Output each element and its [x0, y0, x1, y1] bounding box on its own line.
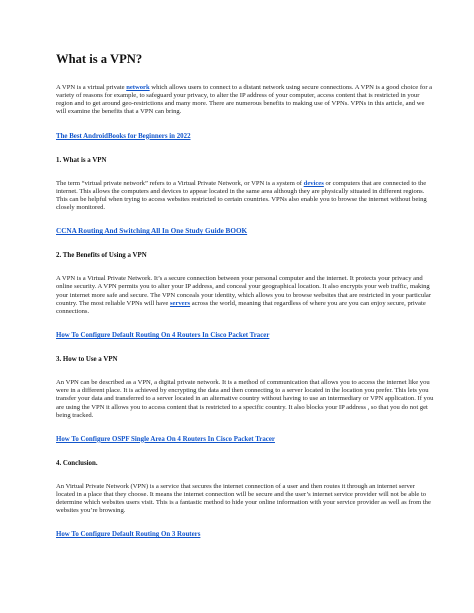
section-heading-how-to-use: 3. How to Use a VPN	[56, 356, 118, 364]
s1-text-after: or computers that are connected to the internet. This allows the computers and devices to appear located in the same area although they are physically situated in different regions. This can be helpful when trying to access websites restricted to certain countries. VPNs also enable you to browse the internet without being closely monitored.	[56, 179, 427, 212]
s2-text-before: A VPN is a Virtual Private Network. It’s a secure connection between your personal computer and the internet. It protects your privacy and online security. A VPN permits you to alter your IP address, and conceal your geographical location. It also encrypts your web traffic, making your internet more safe and secure. The VPN conceals your identity, which allows you to browse websites that are restricted in your particular country. The most reliable VPNs will have	[56, 275, 432, 307]
network-link[interactable]: network	[126, 84, 150, 91]
servers-link[interactable]: servers	[169, 299, 191, 307]
section-heading-benefits: 2. The Benefits of Using a VPN	[56, 252, 147, 260]
promo-link-default-routing-4-routers[interactable]: How To Configure Default Routing On 4 Routers In Cisco Packet Tracer	[56, 332, 270, 340]
promo-link-ospf-single-area[interactable]: How To Configure OSPF Single Area On 4 Routers In Cisco Packet Tracer	[56, 435, 275, 443]
intro-text-after: which allows users to connect to a distant network using secure connections. A VPN is a good choice for a variety of reasons for example, to safeguard your privacy, to alter the IP address of your computer, access content that is restricted in your region and to get around geo-restrictions and many more. There are numerous benefits to making use of VPNs. VPNs in this article, and we will examine the benefits that a VPN can bring.	[56, 84, 433, 116]
intro-paragraph	[56, 84, 434, 117]
section-paragraph-conclusion: An Virtual Private Network (VPN) is a service that secures the internet connection of a user and then routes it through an internet server located in a place that they choose. It means the internet connection will be secure and the user’s internet service provider will not be able to determine which websites users visit. This is a fantastic method to hide your online information with your service provider as well as from the websites you’re browsing.	[56, 482, 431, 515]
intro-text-before: A VPN is a virtual private	[56, 84, 127, 91]
promo-link-android-books[interactable]: The Best AndroidBooks for Beginners in 2022	[56, 132, 191, 140]
section-paragraph-what-is-vpn	[56, 180, 434, 213]
section-heading-what-is-vpn: 1. What is a VPN	[56, 156, 107, 164]
section-paragraph-benefits	[56, 275, 434, 316]
section-paragraph-how-to-use: An VPN can be described as a VPN, a digital private network. It is a method of communication that allows you to access the internet like you were in a different place. It is achieved by encrypting the data and then connecting to a server located in the location you prefer. This lets you transfer your data and transferred to a server located in an alternative country without having to use an intermediary or VPN application. If you are using the VPN it allows you to access content that is restricted to a specific country. It also blocks your IP address , so that you do not get being tracked.	[56, 379, 434, 419]
s2-text-after: across the world, meaning that regardless of where you are you can enjoy secure, private connections.	[56, 299, 426, 315]
devices-link[interactable]: devices	[303, 179, 324, 187]
promo-link-default-routing-3-routers[interactable]: How To Configure Default Routing On 3 Routers	[56, 531, 201, 539]
section-heading-conclusion: 4. Conclusion.	[56, 459, 98, 467]
promo-link-ccna-study-guide[interactable]: CCNA Routing And Switching All In One Study Guide BOOK	[56, 227, 248, 236]
s1-text-before: The term “virtual private network” refers to a Virtual Private Network, or VPN is a system of	[56, 179, 304, 187]
page-title: What is a VPN?	[56, 52, 143, 66]
